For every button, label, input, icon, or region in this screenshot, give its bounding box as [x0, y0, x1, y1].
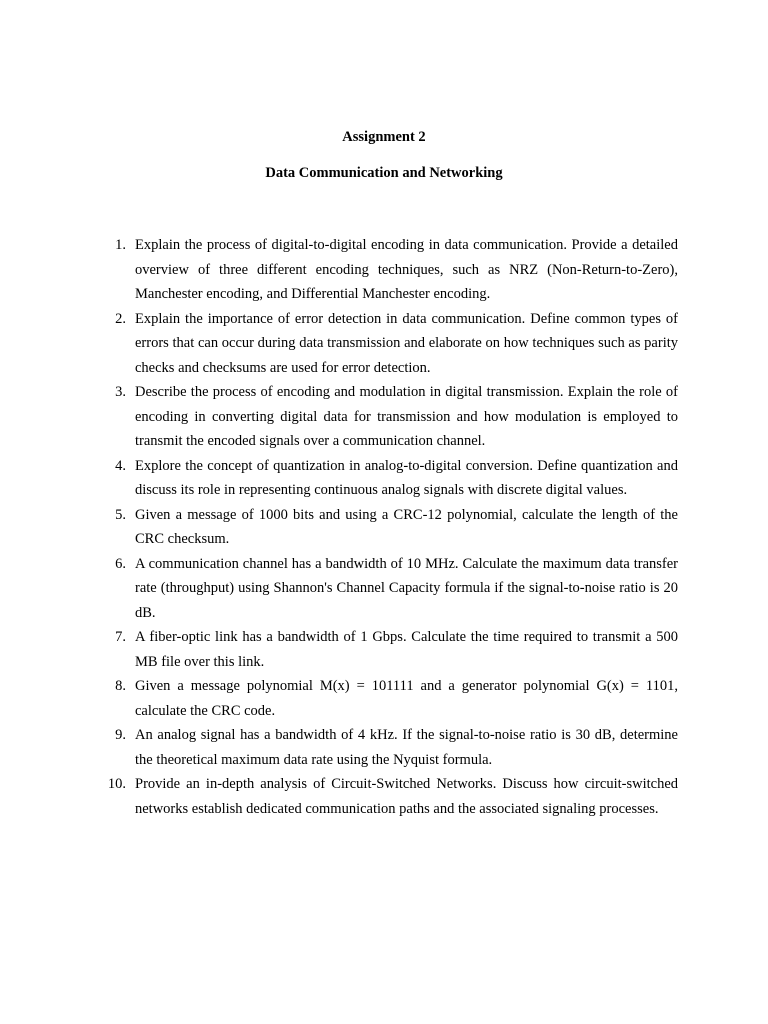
question-number: 9.: [115, 727, 126, 743]
question-item: [90, 625, 678, 674]
question-number: 2.: [115, 310, 126, 327]
question-number: 3.: [115, 384, 126, 400]
question-text: Provide an in-depth analysis of Circuit-Switched Networks. Discuss how circuit-switched networks establish dedicated communication paths and the associated signaling processes.: [135, 776, 678, 817]
document-subtitle: Data Communication and Networking: [265, 165, 503, 181]
question-text: An analog signal has a bandwidth of 4 kHz. If the signal-to-noise ratio is 30 dB, determine the theoretical maximum data rate using the Nyquist formula.: [135, 727, 678, 768]
question-text: Explain the process of digital-to-digital encoding in data communication. Provide a detailed overview of three different encoding techniques, such as NRZ (Non-Return-to-Zero), Manchester encoding, and Differential Manchester encoding.: [135, 237, 678, 302]
question-list: [90, 233, 678, 821]
question-item: [90, 552, 678, 626]
question-item: [90, 674, 678, 723]
question-item: [90, 723, 678, 772]
question-item: [90, 380, 678, 454]
question-number: 4.: [115, 457, 126, 474]
question-item: [90, 503, 678, 552]
question-text: Given a message of 1000 bits and using a CRC-12 polynomial, calculate the length of the CRC checksum.: [135, 506, 678, 547]
question-number: 8.: [115, 678, 126, 694]
document-title: Assignment 2: [342, 129, 426, 145]
question-text: A fiber-optic link has a bandwidth of 1 Gbps. Calculate the time required to transmit a 500 MB file over this link.: [135, 629, 678, 670]
question-number: 6.: [115, 555, 126, 572]
question-text: A communication channel has a bandwidth of 10 MHz. Calculate the maximum data transfer rate (throughput) using Shannon's Channel Capacity formula if the signal-to-noise ratio is 20 dB.: [135, 555, 678, 621]
question-item: [90, 233, 678, 307]
question-number: 5.: [115, 506, 126, 523]
question-text: Describe the process of encoding and modulation in digital transmission. Explain the role of encoding in converting digital data for transmission and how modulation is employed to transmit the encoded signals over a communication channel.: [135, 384, 678, 449]
question-text: Explore the concept of quantization in analog-to-digital conversion. Define quantization and discuss its role in representing continuous analog signals with discrete digital values.: [135, 457, 678, 498]
question-number: 7.: [115, 629, 126, 645]
question-text: Explain the importance of error detection in data communication. Define common types of errors that can occur during data transmission and elaborate on how techniques such as parity checks and checksums are used for error detection.: [135, 310, 678, 376]
question-number: 1.: [115, 237, 126, 253]
question-number: 10.: [107, 776, 126, 792]
question-item: [90, 772, 678, 821]
question-text: Given a message polynomial M(x) = 101111 and a generator polynomial G(x) = 1101, calculate the CRC code.: [135, 678, 678, 719]
question-item: [90, 454, 678, 503]
question-item: [90, 307, 678, 381]
